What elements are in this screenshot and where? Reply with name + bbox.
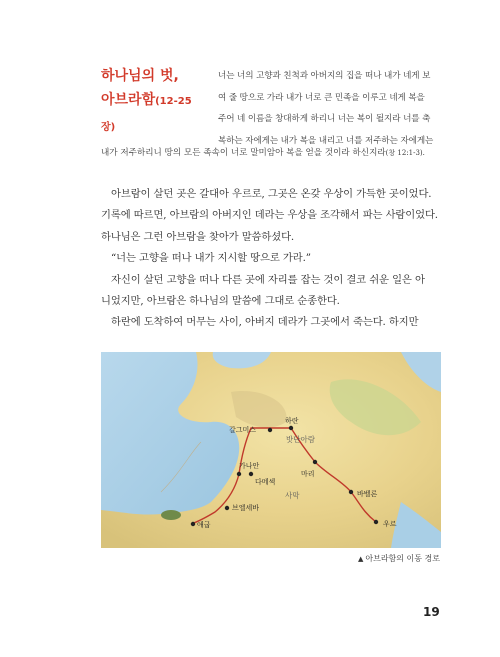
paragraph-line: 하나님은 그런 아브람을 찾아가 말씀하셨다. (101, 230, 295, 243)
map-label-galgamesh: 갈그미스 (229, 426, 257, 434)
quote-source: (창 12:1-3). (385, 149, 425, 157)
quote-line: 너는 너의 고향과 친척과 아버지의 집을 떠나 내가 네게 보 (218, 71, 431, 81)
paragraph-line: 아브람이 살던 곳은 갈대아 우르로, 그곳은 온갖 우상이 가득한 곳이었다. (111, 188, 432, 200)
city-marker-damascus (249, 472, 253, 476)
section-subtitle (101, 88, 201, 140)
paragraph-line: 기록에 따르면, 아브람의 아버지인 데라는 우상을 조각해서 파는 사람이었다. (101, 209, 438, 222)
quote-line: 주어 네 이름을 창대하게 하리니 너는 복이 될지라 너를 축 (218, 114, 431, 125)
city-marker-egypt (191, 522, 195, 526)
nile-delta (161, 510, 181, 520)
section-heading (101, 64, 201, 140)
quote-line: 여 줄 땅으로 가라 내가 너로 큰 민족을 이루고 네게 복을 (218, 92, 425, 103)
quote-line: 복하는 자에게는 내가 복을 내리고 너를 저주하는 자에게는 (218, 135, 434, 146)
map-caption-text: 아브라함의 이동 경로 (365, 554, 440, 563)
map-label-ur: 우르 (383, 520, 397, 528)
map-label-canaan: 가나안 (239, 462, 260, 470)
paragraph-line: “너는 고향을 떠나 내가 지시할 땅으로 가라.” (111, 252, 311, 265)
map-label-desert: 사막 (285, 491, 300, 500)
city-marker-canaan (237, 472, 241, 476)
city-marker-galgamesh (268, 428, 272, 432)
paragraph-line: 자신이 살던 고향을 떠나 다른 곳에 자리를 잡는 것이 결코 쉬운 일은 아 (111, 273, 425, 286)
section-subtitle-name: 아브라함 (101, 92, 156, 108)
city-marker-babel (349, 490, 353, 494)
city-marker-beersheba (225, 506, 229, 510)
section-title: 하나님의 벗, (101, 68, 179, 84)
city-marker-haran (289, 426, 293, 430)
map-label-babel: 바벨론 (357, 490, 378, 498)
quote-last-line (101, 145, 461, 161)
map-illustration (101, 352, 441, 548)
paragraph-line: 하란에 도착하여 머무는 사이, 아버지 데라가 그곳에서 죽는다. 하지만 (111, 316, 419, 329)
section-reference: (12-25장) (101, 96, 192, 133)
quote-line: 내가 저주하리니 땅의 모든 족속이 너로 말미암아 복을 얻을 것이라 하신지라 (101, 148, 386, 158)
body-text (101, 184, 461, 334)
page-number: 19 (423, 605, 440, 619)
paragraph-line: 니었지만, 아브람은 하나님의 말씀에 그대로 순종한다. (101, 295, 340, 308)
city-marker-ur (374, 520, 378, 524)
map-label-beersheba: 브엘세바 (232, 504, 260, 512)
map-label-paddan-aram: 밧단아람 (286, 435, 315, 444)
map-label-mari: 마리 (301, 470, 315, 478)
city-marker-mari (313, 460, 317, 464)
map-caption (358, 553, 440, 564)
scripture-quote (218, 66, 458, 152)
map-label-egypt: 애굽 (197, 521, 211, 529)
map-label-haran: 하란 (285, 417, 299, 425)
route-map (101, 352, 441, 548)
caption-marker-icon: ▲ (357, 555, 364, 563)
map-label-damascus: 다메섹 (255, 478, 276, 486)
